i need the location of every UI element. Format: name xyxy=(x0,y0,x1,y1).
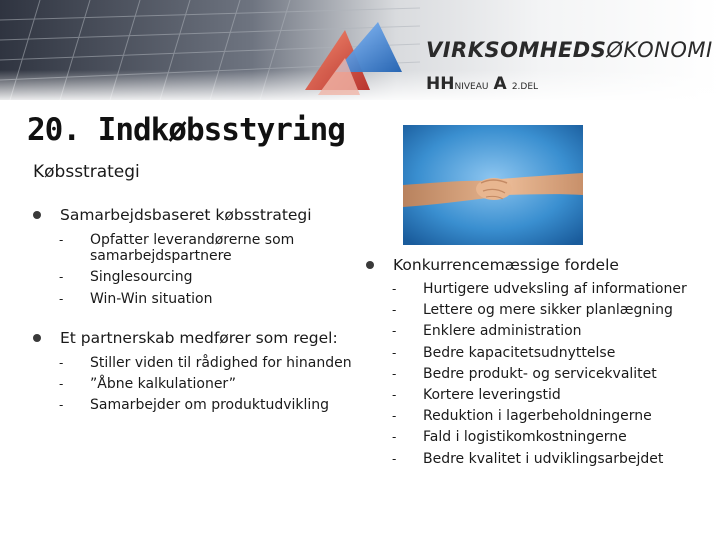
main-bullet-text: Et partnerskab medfører som regel: xyxy=(60,329,338,347)
dash-marker: - xyxy=(59,356,64,370)
bullet-dot xyxy=(366,261,374,269)
brand-niveau: NIVEAU xyxy=(454,82,489,92)
dash-marker: - xyxy=(392,366,397,381)
dash-marker: - xyxy=(59,270,64,285)
sub-bullet xyxy=(33,376,373,392)
sub-bullet-text: Fald i logistikomkostningerne xyxy=(423,429,627,446)
dash-marker: - xyxy=(59,377,64,392)
sub-bullet xyxy=(366,409,716,425)
dash-marker: - xyxy=(392,345,397,360)
sub-bullet-text: Bedre produkt- og servicekvalitet xyxy=(423,365,657,382)
brand-title-regular: ØKONOMI xyxy=(606,38,713,62)
bullet-dot xyxy=(33,334,41,342)
brand-del: 2.DEL xyxy=(511,82,539,92)
bullet-section-advantages xyxy=(366,255,716,473)
dash-marker: - xyxy=(392,303,397,318)
sub-bullet xyxy=(366,388,716,404)
sub-bullet-text: Samarbejder om produktudvikling xyxy=(90,397,330,414)
slide-title: 20. Indkøbsstyring xyxy=(27,112,345,148)
sub-bullet-text: Hurtigere udveksling af informationer xyxy=(423,281,687,297)
sub-bullet xyxy=(366,367,716,383)
brand-logo xyxy=(426,38,713,94)
sub-bullet xyxy=(366,430,716,446)
sub-bullet xyxy=(33,397,373,413)
dash-marker: - xyxy=(392,430,397,445)
brand-title xyxy=(426,38,713,62)
sub-bullet-text: Opfatter leverandørerne som samarbejdspartnere xyxy=(90,232,295,265)
main-bullet xyxy=(33,328,373,348)
dash-marker: - xyxy=(59,398,64,413)
header-banner xyxy=(0,0,720,100)
sub-bullet-text: Enklere administration xyxy=(423,323,582,340)
dash-marker: - xyxy=(392,387,397,402)
handshake-image xyxy=(403,125,583,245)
sub-bullet xyxy=(33,355,373,371)
sub-bullet-text: ”Åbne kalkulationer” xyxy=(90,376,237,393)
bullet-dot xyxy=(33,211,41,219)
sub-bullet-text: Bedre kvalitet i udviklingsarbejdet xyxy=(423,450,664,467)
sub-bullet-text: Kortere leveringstid xyxy=(423,386,561,403)
sub-bullet-text: Singlesourcing xyxy=(90,269,193,286)
dash-marker: - xyxy=(59,233,64,247)
sub-bullet xyxy=(33,291,363,307)
brand-a: A xyxy=(493,74,507,94)
sub-bullet xyxy=(366,324,716,340)
brand-hh: HH xyxy=(426,74,455,94)
main-bullet-text: Konkurrencemæssige fordele xyxy=(393,256,619,274)
bullet-section-strategy xyxy=(33,205,363,312)
sub-bullet-text: Reduktion i lagerbeholdningerne xyxy=(423,408,652,425)
dash-marker: - xyxy=(392,282,397,296)
brand-title-bold: VIRKSOMHEDS xyxy=(426,38,607,62)
sub-bullet xyxy=(366,282,716,298)
brand-subtitle xyxy=(426,74,538,94)
sub-bullet xyxy=(366,346,716,362)
sub-bullet xyxy=(33,232,363,264)
dash-marker: - xyxy=(392,409,397,424)
dash-marker: - xyxy=(392,324,397,339)
sub-bullet xyxy=(366,303,716,319)
bullet-section-partnership xyxy=(33,328,373,419)
main-bullet-text: Samarbejdsbaseret købsstrategi xyxy=(60,206,312,224)
sub-bullet-text: Stiller viden til rådighed for hinanden xyxy=(90,355,352,371)
dash-marker: - xyxy=(392,451,397,466)
main-bullet xyxy=(33,205,363,225)
sub-bullet-text: Win-Win situation xyxy=(90,290,213,307)
dash-marker: - xyxy=(59,291,64,306)
sub-bullet-text: Bedre kapacitetsudnyttelse xyxy=(423,344,616,361)
sub-bullet-text: Lettere og mere sikker planlægning xyxy=(423,302,673,319)
slide-subtitle: Købsstrategi xyxy=(33,162,140,182)
sub-bullet xyxy=(366,452,716,468)
main-bullet xyxy=(366,255,716,275)
sub-bullet xyxy=(33,269,363,285)
